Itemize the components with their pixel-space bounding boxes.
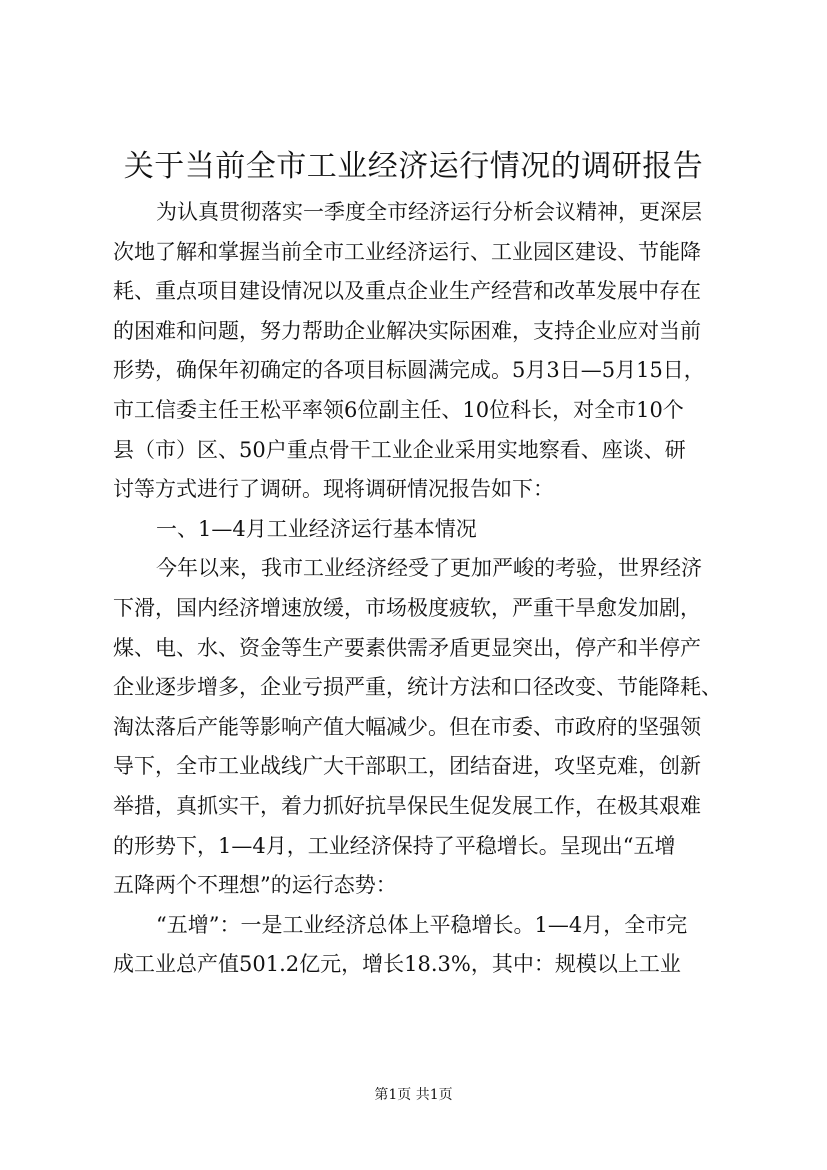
document-body <box>113 193 729 985</box>
paragraph-line: 导下，全市工业战线广大干部职工，团结奋进，攻坚克难，创新 <box>113 754 701 779</box>
paragraph-line: 耗、重点项目建设情况以及重点企业生产经营和改革发展中存在 <box>113 279 701 304</box>
document-title: 关于当前全市工业经济运行情况的调研报告 <box>123 149 704 184</box>
section-heading: 一、1—4月工业经济运行基本情况 <box>156 516 477 541</box>
paragraph-line: “五增”：一是工业经济总体上平稳增长。1—4月，全市完 <box>156 912 688 937</box>
paragraph-line: 次地了解和掌握当前全市工业经济运行、工业园区建设、节能降 <box>113 239 701 264</box>
paragraph-line: 的困难和问题，努力帮助企业解决实际困难，支持企业应对当前 <box>113 318 701 343</box>
paragraph-line: 五降两个不理想”的运行态势： <box>113 873 397 898</box>
paragraph-line: 举措，真抓实干，着力抓好抗旱保民生促发展工作，在极其艰难 <box>113 793 701 818</box>
paragraph-line: 下滑，国内经济增速放缓，市场极度疲软，严重干旱愈发加剧， <box>113 595 701 620</box>
paragraph-line: 淘汰落后产能等影响产值大幅减少。但在市委、市政府的坚强领 <box>113 714 701 739</box>
paragraph-line: 煤、电、水、资金等生产要素供需矛盾更显突出，停产和半停产 <box>113 635 701 660</box>
paragraph-line: 市工信委主任王松平率领6位副主任、10位科长，对全市10个 <box>113 397 684 422</box>
page-number: 第1页 共1页 <box>374 1087 453 1103</box>
paragraph-line: 讨等方式进行了调研。现将调研情况报告如下： <box>113 477 554 502</box>
paragraph-line: 的形势下，1—4月，工业经济保持了平稳增长。呈现出“五增 <box>113 833 676 858</box>
paragraph-line: 企业逐步增多，企业亏损严重，统计方法和口径改变、节能降耗、 <box>113 675 722 700</box>
paragraph-line: 为认真贯彻落实一季度全市经济运行分析会议精神，更深层 <box>156 200 702 224</box>
paragraph-line: 形势，确保年初确定的各项目标圆满完成。5月3日—5月15日， <box>113 358 705 383</box>
paragraph-line: 县（市）区、50户重点骨干工业企业采用实地察看、座谈、研 <box>113 437 686 462</box>
paragraph-line: 今年以来，我市工业经济经受了更加严峻的考验，世界经济 <box>156 556 702 581</box>
paragraph-line: 成工业总产值501.2亿元，增长18.3%，其中：规模以上工业 <box>113 952 681 977</box>
